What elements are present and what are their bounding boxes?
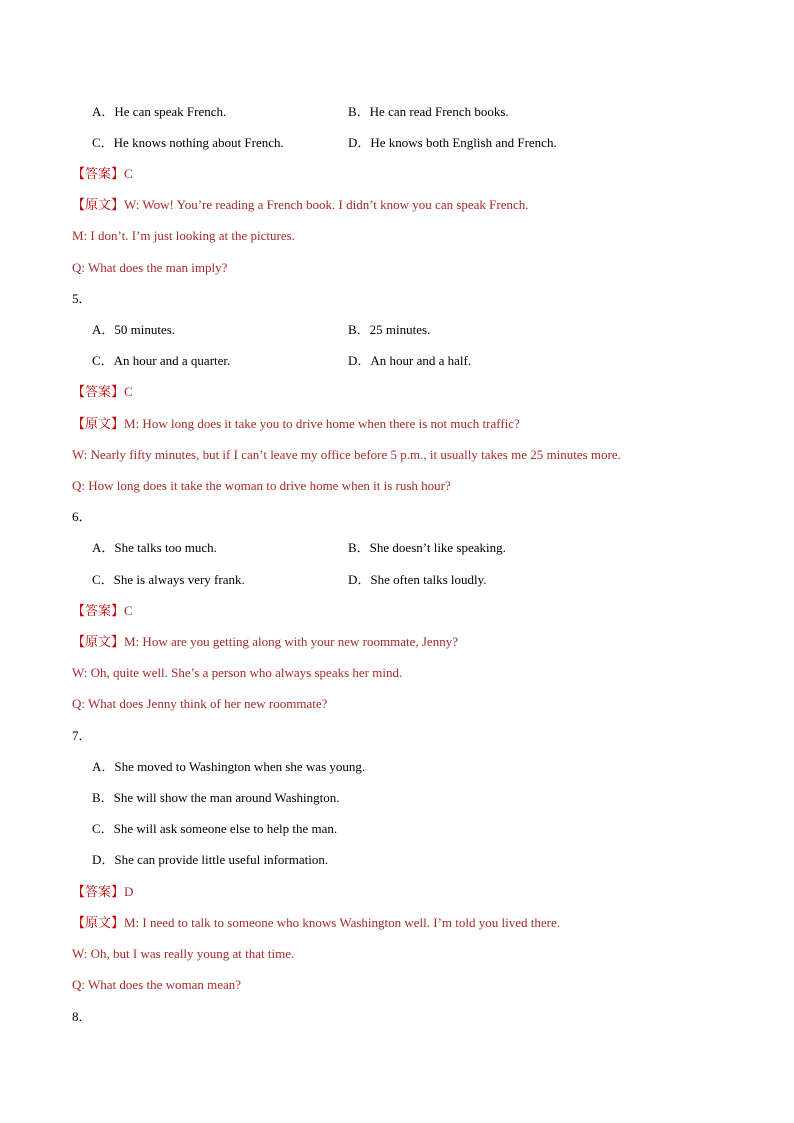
transcript-text: M: How long does it take you to drive home when there is not much traffic?: [124, 416, 520, 431]
transcript-text: M: I need to talk to someone who knows Washington well. I’m told you lived there.: [124, 915, 560, 930]
q4-question-line: Q: What does the man imply?: [72, 260, 228, 275]
source-tag: 【原文】: [72, 634, 125, 649]
q6-number: 6．: [72, 509, 92, 524]
answer-tag: 【答案】: [72, 166, 125, 181]
q7-option-c: C．She will ask someone else to help the man.: [92, 821, 338, 836]
transcript-text: W: Wow! You’re reading a French book. I didn’t know you can speak French.: [124, 197, 529, 212]
q6-answer: [72, 603, 133, 619]
source-tag: 【原文】: [72, 197, 125, 212]
answer-value: D: [124, 884, 134, 899]
q5-option-b: B．25 minutes.: [348, 322, 431, 337]
q7-option-a: A．She moved to Washington when she was young.: [92, 759, 366, 774]
q5-question-line: Q: How long does it take the woman to drive home when it is rush hour?: [72, 478, 451, 493]
q7-option-d: D．She can provide little useful information.: [92, 852, 329, 867]
q7-option-b: B．She will show the man around Washington.: [92, 790, 340, 805]
q6-option-a: A．She talks too much.: [92, 540, 217, 555]
q5-option-a: A．50 minutes.: [92, 322, 176, 337]
answer-value: C: [124, 603, 133, 618]
source-tag: 【原文】: [72, 915, 125, 930]
q7-source-line-2: W: Oh, but I was really young at that time.: [72, 946, 295, 961]
source-tag: 【原文】: [72, 416, 125, 431]
answer-tag: 【答案】: [72, 384, 125, 399]
q4-source-line-1: [72, 197, 529, 213]
q4-option-c: C．He knows nothing about French.: [92, 135, 284, 150]
q4-option-a: A．He can speak French.: [92, 104, 227, 119]
q4-answer: [72, 166, 133, 182]
answer-tag: 【答案】: [72, 884, 125, 899]
q5-source-line-1: [72, 416, 520, 432]
transcript-text: M: How are you getting along with your new roommate, Jenny?: [124, 634, 458, 649]
q7-answer: [72, 884, 133, 900]
q6-option-d: D．She often talks loudly.: [348, 572, 487, 587]
q5-answer: [72, 384, 133, 400]
q5-source-line-2: W: Nearly fifty minutes, but if I can’t leave my office before 5 p.m., it usually takes me 25 minutes more.: [72, 447, 621, 462]
q6-source-line-1: [72, 634, 458, 650]
q7-number: 7．: [72, 728, 92, 743]
q4-option-b: B．He can read French books.: [348, 104, 509, 119]
q6-question-line: Q: What does Jenny think of her new roommate?: [72, 696, 328, 711]
q4-source-line-2: M: I don’t. I’m just looking at the pictures.: [72, 228, 295, 243]
q4-option-d: D．He knows both English and French.: [348, 135, 557, 150]
answer-tag: 【答案】: [72, 603, 125, 618]
q5-option-c: C．An hour and a quarter.: [92, 353, 231, 368]
q5-option-d: D．An hour and a half.: [348, 353, 472, 368]
q6-option-c: C．She is always very frank.: [92, 572, 245, 587]
q5-number: 5．: [72, 291, 92, 306]
q7-source-line-1: [72, 915, 560, 931]
q6-source-line-2: W: Oh, quite well. She’s a person who always speaks her mind.: [72, 665, 403, 680]
q6-option-b: B．She doesn’t like speaking.: [348, 540, 506, 555]
q8-number: 8．: [72, 1009, 92, 1024]
answer-value: C: [124, 384, 133, 399]
q7-question-line: Q: What does the woman mean?: [72, 977, 242, 992]
answer-value: C: [124, 166, 133, 181]
